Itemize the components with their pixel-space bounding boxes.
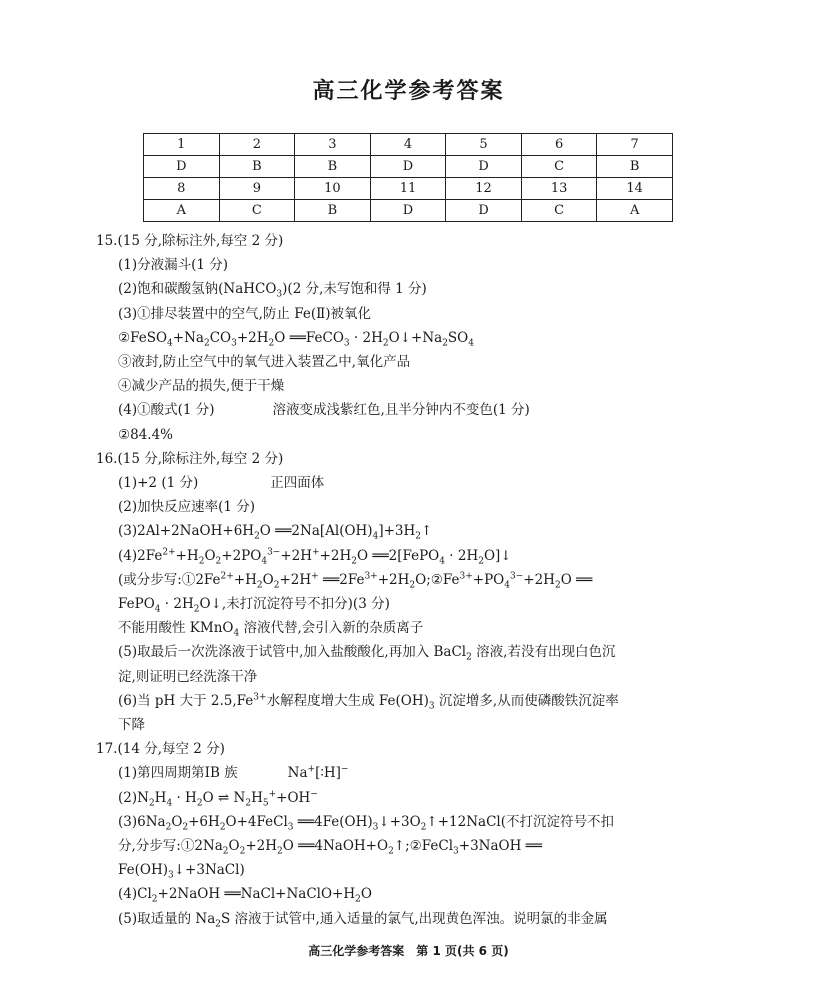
answer-line: (3)①排尽装置中的空气,防止 Fe(Ⅱ)被氧化	[118, 305, 372, 322]
question-number-cell: 14	[597, 178, 673, 200]
answer-cell: C	[521, 156, 597, 178]
question-heading: 17.(14 分,每空 2 分)	[96, 741, 225, 758]
answer-line: $(3)2Al+2NaOH+6H_2O$ $══2Na[Al(OH)_4]+3H_2↑$	[118, 523, 433, 543]
question-number-cell: 2	[219, 134, 295, 156]
answer-cell: D	[144, 156, 220, 178]
answer-line: ③液封,防止空气中的氧气进入装置乙中,氧化产品	[118, 354, 411, 371]
answer-cell: D	[370, 200, 446, 222]
question-number-cell: 5	[446, 134, 522, 156]
answer-line: ②84.4%	[118, 426, 173, 443]
answer-line: (5)取适量的 $Na_2S$ 溶液于试管中,通入适量的氯气,出现黄色浑浊。说明氯的非金属	[118, 910, 608, 930]
answer-line: (5)取最后一次洗涤液于试管中,加入盐酸酸化,再加入 BaCl$_2$ 溶液,若没有出现白色沉	[118, 644, 616, 664]
question-number-cell: 6	[521, 134, 597, 156]
page-footer: 高三化学参考答案 第 1 页(共 6 页)	[308, 944, 509, 958]
answer-content	[96, 229, 726, 931]
answer-line: ④减少产品的损失,便于干燥	[118, 378, 285, 395]
answer-line: (1)+2 (1 分) 正四面体	[118, 475, 325, 492]
answer-line: FePO$_4$ · $2H_2O↓$,未打沉淀符号不扣分)(3 分)	[118, 596, 390, 615]
answer-line: (1)分液漏斗(1 分)	[118, 257, 229, 274]
question-number-cell: 9	[219, 178, 295, 200]
answer-line: (或分步写$:①2Fe^{2+}+H_2O_2+2H^+$ $══2Fe^{3+}+2H_2O;②Fe^{3+}+PO_4^{3-}+2H_2O$ ══	[118, 571, 593, 591]
question-number-cell: 8	[144, 178, 220, 200]
question-number-cell: 4	[370, 134, 446, 156]
answer-cell: B	[295, 200, 371, 222]
answer-line: (1)第四周期第ⅠB 族 Na+[∶H]−	[118, 764, 349, 782]
answer-cell: D	[446, 200, 522, 222]
answer-cell: C	[219, 200, 295, 222]
answer-line: $(2)N_2H_4 \cdot H_2O$ ⇌ $N_2H_5^++OH^-$	[118, 789, 318, 809]
answer-line: (6)当 pH 大于 $2.5,Fe^{3+}$水解程度增大生成 $Fe(OH)_3$ 沉淀增多,从而使磷酸铁沉淀率	[118, 692, 619, 712]
answer-line: $②FeSO_4+Na_2CO_3+2H_2O$ ══FeCO$_3$ · $2H_2O↓+Na_2SO_4$	[118, 329, 474, 349]
answer-line: (2)加快反应速率(1 分)	[118, 499, 256, 516]
page-title: 高三化学参考答案	[312, 79, 505, 104]
question-heading: 16.(15 分,除标注外,每空 2 分)	[96, 450, 284, 467]
question-number-cell: 13	[521, 178, 597, 200]
question-number-cell: 3	[295, 134, 371, 156]
answer-line: $(4)Cl_2+2NaOH$ $══NaCl+NaClO+H_2O$	[118, 886, 372, 906]
answer-cell: D	[446, 156, 522, 178]
question-number-cell: 1	[144, 134, 220, 156]
answer-line: 不能用酸性 KMnO$_4$ 溶液代替,会引入新的杂质离子	[118, 620, 424, 639]
answer-cell: D	[370, 156, 446, 178]
question-number-cell: 7	[597, 134, 673, 156]
question-number-cell: 12	[446, 178, 522, 200]
answer-line: $(4)2Fe^{2+}+H_2O_2+2PO_4^{3-}+2H^++2H_2O$ ══2[FePO$_4$ · $2H_2O]↓$	[118, 547, 512, 567]
answer-cell: C	[521, 200, 597, 222]
question-number-row	[144, 134, 673, 156]
question-number-row	[144, 178, 673, 200]
answer-cell: B	[219, 156, 295, 178]
answer-table	[143, 133, 673, 222]
answer-line: 淀,则证明已经洗涤干净	[118, 668, 258, 685]
answer-line: 下降	[118, 717, 145, 734]
answer-cell: A	[144, 200, 220, 222]
question-number-cell: 11	[370, 178, 446, 200]
answer-line: (2)饱和碳酸氢钠(NaHCO$_3$)(2 分,未写饱和得 1 分)	[118, 281, 427, 301]
question-heading: 15.(15 分,除标注外,每空 2 分)	[96, 233, 284, 249]
answer-cell: B	[597, 156, 673, 178]
answer-cell: A	[597, 200, 673, 222]
answer-row	[144, 156, 673, 178]
answer-line: $(3)6Na_2O_2+6H_2O+4FeCl_3$ $══4Fe(OH)_3↓+3O_2↑+12NaCl$(不打沉淀符号不扣	[118, 813, 614, 833]
answer-line: 分,分步写$:①2Na_2O_2+2H_2O$ $══4NaOH+O_2↑;②FeCl_3+3NaOH$ ══	[118, 838, 542, 857]
answer-line: (4)①酸式(1 分) 溶液变成浅紫红色,且半分钟内不变色(1 分)	[118, 402, 530, 419]
answer-line: $Fe(OH)_3↓+3NaCl$)	[118, 862, 245, 881]
question-number-cell: 10	[295, 178, 371, 200]
answer-row	[144, 200, 673, 222]
answer-cell: B	[295, 156, 371, 178]
